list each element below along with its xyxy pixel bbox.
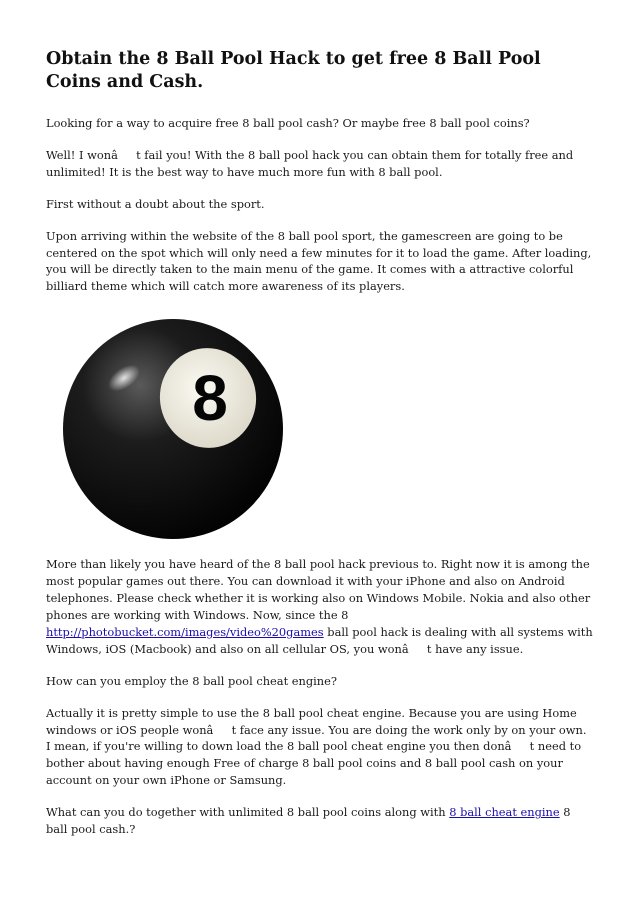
cheat-engine-link[interactable]: 8 ball cheat engine xyxy=(449,805,560,820)
photobucket-link[interactable]: http://photobucket.com/images/video%20games xyxy=(46,624,324,639)
eight-ball-figure xyxy=(46,310,594,542)
eight-ball-image xyxy=(60,316,286,542)
website-paragraph: Upon arriving within the website of the 8 ball pool sport, the gamescreen are going to be centered on the spot which will only need a few minutes for it to load the game. After loading, you will be directly taken to the main menu of the game. It comes with a attractive colorful billiard theme which will catch more awareness of its players. xyxy=(46,228,592,294)
sport-heading-paragraph: First without a doubt about the sport. xyxy=(46,196,265,211)
popularity-text-end: ball pool hack is dealing with all systems with Windows, iOS (Macbook) and also on all cellular OS, you wonât have any issue. xyxy=(46,624,593,656)
closing-text-start: What can you do together with unlimited 8 ball pool coins along with xyxy=(46,805,450,820)
intro-paragraph: Looking for a way to acquire free 8 ball pool cash? Or maybe free 8 ball pool coins? xyxy=(46,116,530,130)
promise-paragraph: Well! I wonât fail you! With the 8 ball pool hack you can obtain them for totally free and unlimited! It is the best way to have much more fun with 8 ball pool. xyxy=(46,147,574,179)
closing-text-end: 8 ball pool cash.? xyxy=(46,805,571,837)
popularity-paragraph xyxy=(46,556,594,657)
how-to-question-paragraph: How can you employ the 8 ball pool cheat engine? xyxy=(46,673,337,688)
popularity-text-start: More than likely you have heard of the 8 ball pool hack previous to. Right now it is among the most popular games out there. You can download it with your iPhone and also on Android telephones. Please check whether it is working also on Windows Mobile. Nokia and also other phones are working with Windows. Now, since the 8 xyxy=(46,557,591,622)
ball-number: 8 xyxy=(192,362,228,435)
page-title: Obtain the 8 Ball Pool Hack to get free 8 Ball Pool Coins and Cash. xyxy=(46,49,541,92)
closing-paragraph xyxy=(46,804,594,838)
usage-paragraph: Actually it is pretty simple to use the 8 ball pool cheat engine. Because you are using Home windows or iOS people wonât face any issue. You are doing the work only by on your own. I mean, if you're willing to down load the 8 ball pool cheat engine you then donât need to bother about having enough Free of charge 8 ball pool coins and 8 ball pool cash on your account on your own iPhone or Samsung. xyxy=(46,705,587,788)
document-page xyxy=(46,48,594,853)
